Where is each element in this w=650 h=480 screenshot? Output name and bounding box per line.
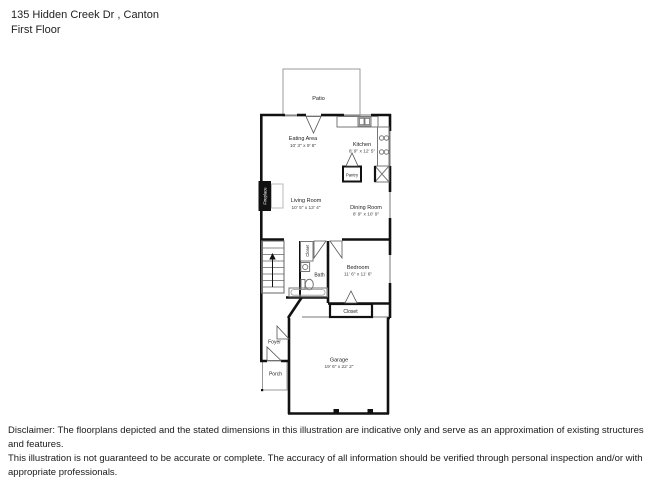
room-dims-living-room: 10' 5" x 13' 4" <box>291 206 321 211</box>
room-dims-garage: 19' 6" x 22' 2" <box>324 365 354 370</box>
floor-line: First Floor <box>11 23 61 36</box>
appliance-x-square <box>375 166 389 182</box>
room-label-foyer: Foyer <box>268 339 281 346</box>
bath-fixtures <box>289 263 328 297</box>
room-label-kitchen: Kitchen <box>352 142 372 148</box>
front-door-icon <box>267 347 281 361</box>
room-label-stairs-closet: Closet <box>304 244 310 257</box>
address-line: 135 Hidden Creek Dr , Canton <box>11 9 159 21</box>
patio-outline <box>283 69 360 116</box>
porch-corner-mark <box>261 389 263 391</box>
disclaimer <box>8 424 648 480</box>
room-dims-kitchen: 8' 9" x 12' 5" <box>348 149 376 155</box>
room-label-porch: Porch <box>268 371 283 378</box>
staircase <box>262 241 285 293</box>
room-label-dining-room: Dining Room <box>350 205 382 211</box>
foyer-garage-door-icon <box>277 326 289 339</box>
room-label-pantry: Pantry <box>345 172 359 178</box>
disclaimer-line-2: This illustration is not guaranteed to be accurate or complete. The accuracy of all information should be verified through personal inspection and/or with appropriate professionals. <box>8 453 643 478</box>
room-dims-bedroom: 11' 6" x 11' 6" <box>343 272 373 278</box>
room-dims-dining-room: 8' 9" x 10' 9" <box>352 212 380 218</box>
disclaimer-line-1: Disclaimer: The floorplans depicted and the stated dimensions in this illustration are indicative only and serve as an approximation of existing structures and features. <box>8 425 644 450</box>
room-label-eating-area: Eating Area <box>288 136 318 142</box>
room-label-bedroom: Bedroom <box>346 265 370 271</box>
room-dims-eating-area: 10' 3" x 9' 8" <box>289 144 317 149</box>
pantry-door-icon <box>346 153 358 166</box>
bath-door-icon <box>314 241 326 258</box>
stove-burners-icon <box>379 136 388 154</box>
room-label-garage: Garage <box>329 357 349 364</box>
kitchen-sink <box>358 117 371 126</box>
room-label-living-room: Living Room <box>290 198 322 204</box>
patio-door-icon <box>306 117 321 134</box>
bedroom-door-icon <box>330 241 342 258</box>
closet-door-icon <box>345 291 357 303</box>
fireplace-hearth <box>272 184 284 208</box>
room-label-fireplace: Fireplace <box>262 187 268 205</box>
bath-sink-icon <box>301 263 310 272</box>
room-label-patio: Patio <box>312 96 325 102</box>
room-label-bath: Bath <box>314 272 325 279</box>
room-label-bedroom-closet: Closet <box>343 308 358 315</box>
